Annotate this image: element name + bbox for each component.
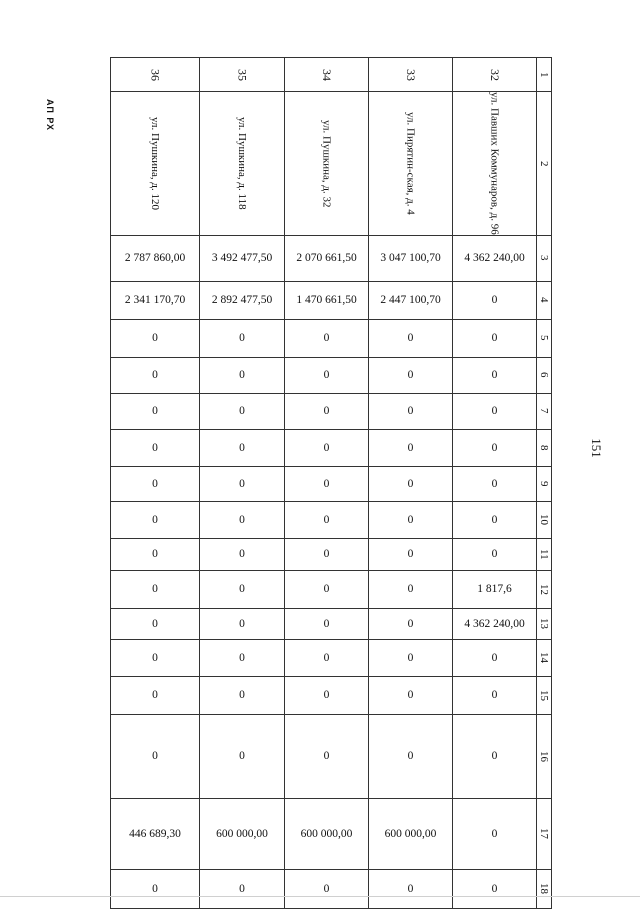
value-cell: 0 xyxy=(369,393,453,429)
value-cell: 0 xyxy=(111,319,200,357)
value-cell: 0 xyxy=(285,570,369,608)
value-cell: 0 xyxy=(200,608,285,639)
value-cell: 0 xyxy=(111,466,200,501)
value-cell: 0 xyxy=(111,501,200,538)
column-number-cell: 6 xyxy=(537,357,552,393)
table-row xyxy=(111,538,552,570)
record-number-cell: 32 xyxy=(453,58,537,92)
column-number-cell: 8 xyxy=(537,429,552,466)
column-number-cell: 18 xyxy=(537,869,552,908)
column-number-cell: 3 xyxy=(537,235,552,281)
table-row xyxy=(111,429,552,466)
table-row xyxy=(111,798,552,869)
value-cell: 0 xyxy=(111,714,200,798)
table-row xyxy=(111,466,552,501)
value-cell: 0 xyxy=(453,501,537,538)
value-cell: 0 xyxy=(453,714,537,798)
value-cell: 0 xyxy=(111,357,200,393)
value-cell: 0 xyxy=(285,429,369,466)
value-cell: 4 362 240,00 xyxy=(453,608,537,639)
table-row xyxy=(111,714,552,798)
value-cell: 0 xyxy=(200,714,285,798)
value-cell: 600 000,00 xyxy=(369,798,453,869)
table-row xyxy=(111,235,552,281)
table-row xyxy=(111,869,552,908)
record-number-cell: 35 xyxy=(200,58,285,92)
value-cell: 0 xyxy=(453,357,537,393)
page-bottom-rule xyxy=(0,896,640,897)
value-cell: 0 xyxy=(369,676,453,714)
value-cell: 0 xyxy=(453,429,537,466)
table-row xyxy=(111,58,552,92)
value-cell: 0 xyxy=(453,538,537,570)
value-cell: 0 xyxy=(369,608,453,639)
value-cell: 0 xyxy=(285,714,369,798)
record-number-cell: 36 xyxy=(111,58,200,92)
table-row xyxy=(111,501,552,538)
value-cell: 2 787 860,00 xyxy=(111,235,200,281)
record-number-cell: 33 xyxy=(369,58,453,92)
address-cell: ул. Пирятин-ская, д. 4 xyxy=(369,92,453,236)
value-cell: 2 892 477,50 xyxy=(200,281,285,319)
value-cell: 0 xyxy=(369,538,453,570)
table-row xyxy=(111,92,552,236)
value-cell: 0 xyxy=(453,281,537,319)
value-cell: 0 xyxy=(285,501,369,538)
record-number-cell: 34 xyxy=(285,58,369,92)
column-number-cell: 14 xyxy=(537,639,552,676)
value-cell: 0 xyxy=(200,429,285,466)
value-cell: 2 341 170,70 xyxy=(111,281,200,319)
address-cell: ул. Пушкина, д. 120 xyxy=(111,92,200,236)
value-cell: 0 xyxy=(111,676,200,714)
value-cell: 0 xyxy=(453,869,537,908)
value-cell: 0 xyxy=(285,393,369,429)
value-cell: 0 xyxy=(453,466,537,501)
value-cell: 0 xyxy=(285,319,369,357)
value-cell: 0 xyxy=(285,608,369,639)
value-cell: 0 xyxy=(369,319,453,357)
value-cell: 0 xyxy=(369,466,453,501)
column-number-cell: 4 xyxy=(537,281,552,319)
table-row xyxy=(111,319,552,357)
value-cell: 0 xyxy=(200,639,285,676)
value-cell: 3 492 477,50 xyxy=(200,235,285,281)
value-cell: 0 xyxy=(285,869,369,908)
address-cell: ул. Пушкина, д. 32 xyxy=(285,92,369,236)
value-cell: 0 xyxy=(111,538,200,570)
table-row xyxy=(111,281,552,319)
column-number-cell: 5 xyxy=(537,319,552,357)
column-number-cell: 17 xyxy=(537,798,552,869)
value-cell: 0 xyxy=(453,798,537,869)
value-cell: 3 047 100,70 xyxy=(369,235,453,281)
value-cell: 0 xyxy=(369,869,453,908)
column-number-cell: 9 xyxy=(537,466,552,501)
value-cell: 0 xyxy=(453,393,537,429)
column-number-cell: 7 xyxy=(537,393,552,429)
value-cell: 0 xyxy=(200,570,285,608)
value-cell: 0 xyxy=(111,393,200,429)
value-cell: 0 xyxy=(111,429,200,466)
value-cell: 0 xyxy=(453,676,537,714)
column-number-cell: 16 xyxy=(537,714,552,798)
value-cell: 2 447 100,70 xyxy=(369,281,453,319)
address-cell: ул. Пушкина, д. 118 xyxy=(200,92,285,236)
value-cell: 600 000,00 xyxy=(200,798,285,869)
table-row xyxy=(111,357,552,393)
archive-stamp: АП РХ xyxy=(45,98,56,132)
column-number-cell: 1 xyxy=(537,58,552,92)
value-cell: 0 xyxy=(200,357,285,393)
table-row xyxy=(111,676,552,714)
column-number-cell: 2 xyxy=(537,92,552,236)
value-cell: 0 xyxy=(285,538,369,570)
value-cell: 0 xyxy=(111,570,200,608)
column-number-cell: 10 xyxy=(537,501,552,538)
value-cell: 0 xyxy=(369,570,453,608)
value-cell: 0 xyxy=(285,639,369,676)
value-cell: 0 xyxy=(111,608,200,639)
value-cell: 446 689,30 xyxy=(111,798,200,869)
value-cell: 2 070 661,50 xyxy=(285,235,369,281)
address-cell: ул. Павших Коммунаров, д. 96 xyxy=(453,92,537,236)
value-cell: 0 xyxy=(111,869,200,908)
value-cell: 4 362 240,00 xyxy=(453,235,537,281)
value-cell: 0 xyxy=(369,429,453,466)
value-cell: 0 xyxy=(369,501,453,538)
value-cell: 0 xyxy=(285,676,369,714)
value-cell: 0 xyxy=(453,639,537,676)
value-cell: 0 xyxy=(200,393,285,429)
value-cell: 0 xyxy=(200,676,285,714)
value-cell: 0 xyxy=(369,714,453,798)
value-cell: 0 xyxy=(200,869,285,908)
register-table xyxy=(110,57,552,909)
table-row xyxy=(111,570,552,608)
table-row xyxy=(111,393,552,429)
value-cell: 0 xyxy=(369,639,453,676)
value-cell: 0 xyxy=(285,357,369,393)
value-cell: 0 xyxy=(369,357,453,393)
value-cell: 0 xyxy=(200,501,285,538)
column-number-cell: 13 xyxy=(537,608,552,639)
value-cell: 0 xyxy=(453,319,537,357)
table-row xyxy=(111,639,552,676)
value-cell: 0 xyxy=(200,466,285,501)
value-cell: 600 000,00 xyxy=(285,798,369,869)
table-row xyxy=(111,608,552,639)
column-number-cell: 12 xyxy=(537,570,552,608)
value-cell: 0 xyxy=(285,466,369,501)
value-cell: 0 xyxy=(200,538,285,570)
column-number-cell: 15 xyxy=(537,676,552,714)
value-cell: 0 xyxy=(111,639,200,676)
page-number: 151 xyxy=(588,438,604,458)
value-cell: 1 470 661,50 xyxy=(285,281,369,319)
column-number-cell: 11 xyxy=(537,538,552,570)
value-cell: 0 xyxy=(200,319,285,357)
value-cell: 1 817,6 xyxy=(453,570,537,608)
